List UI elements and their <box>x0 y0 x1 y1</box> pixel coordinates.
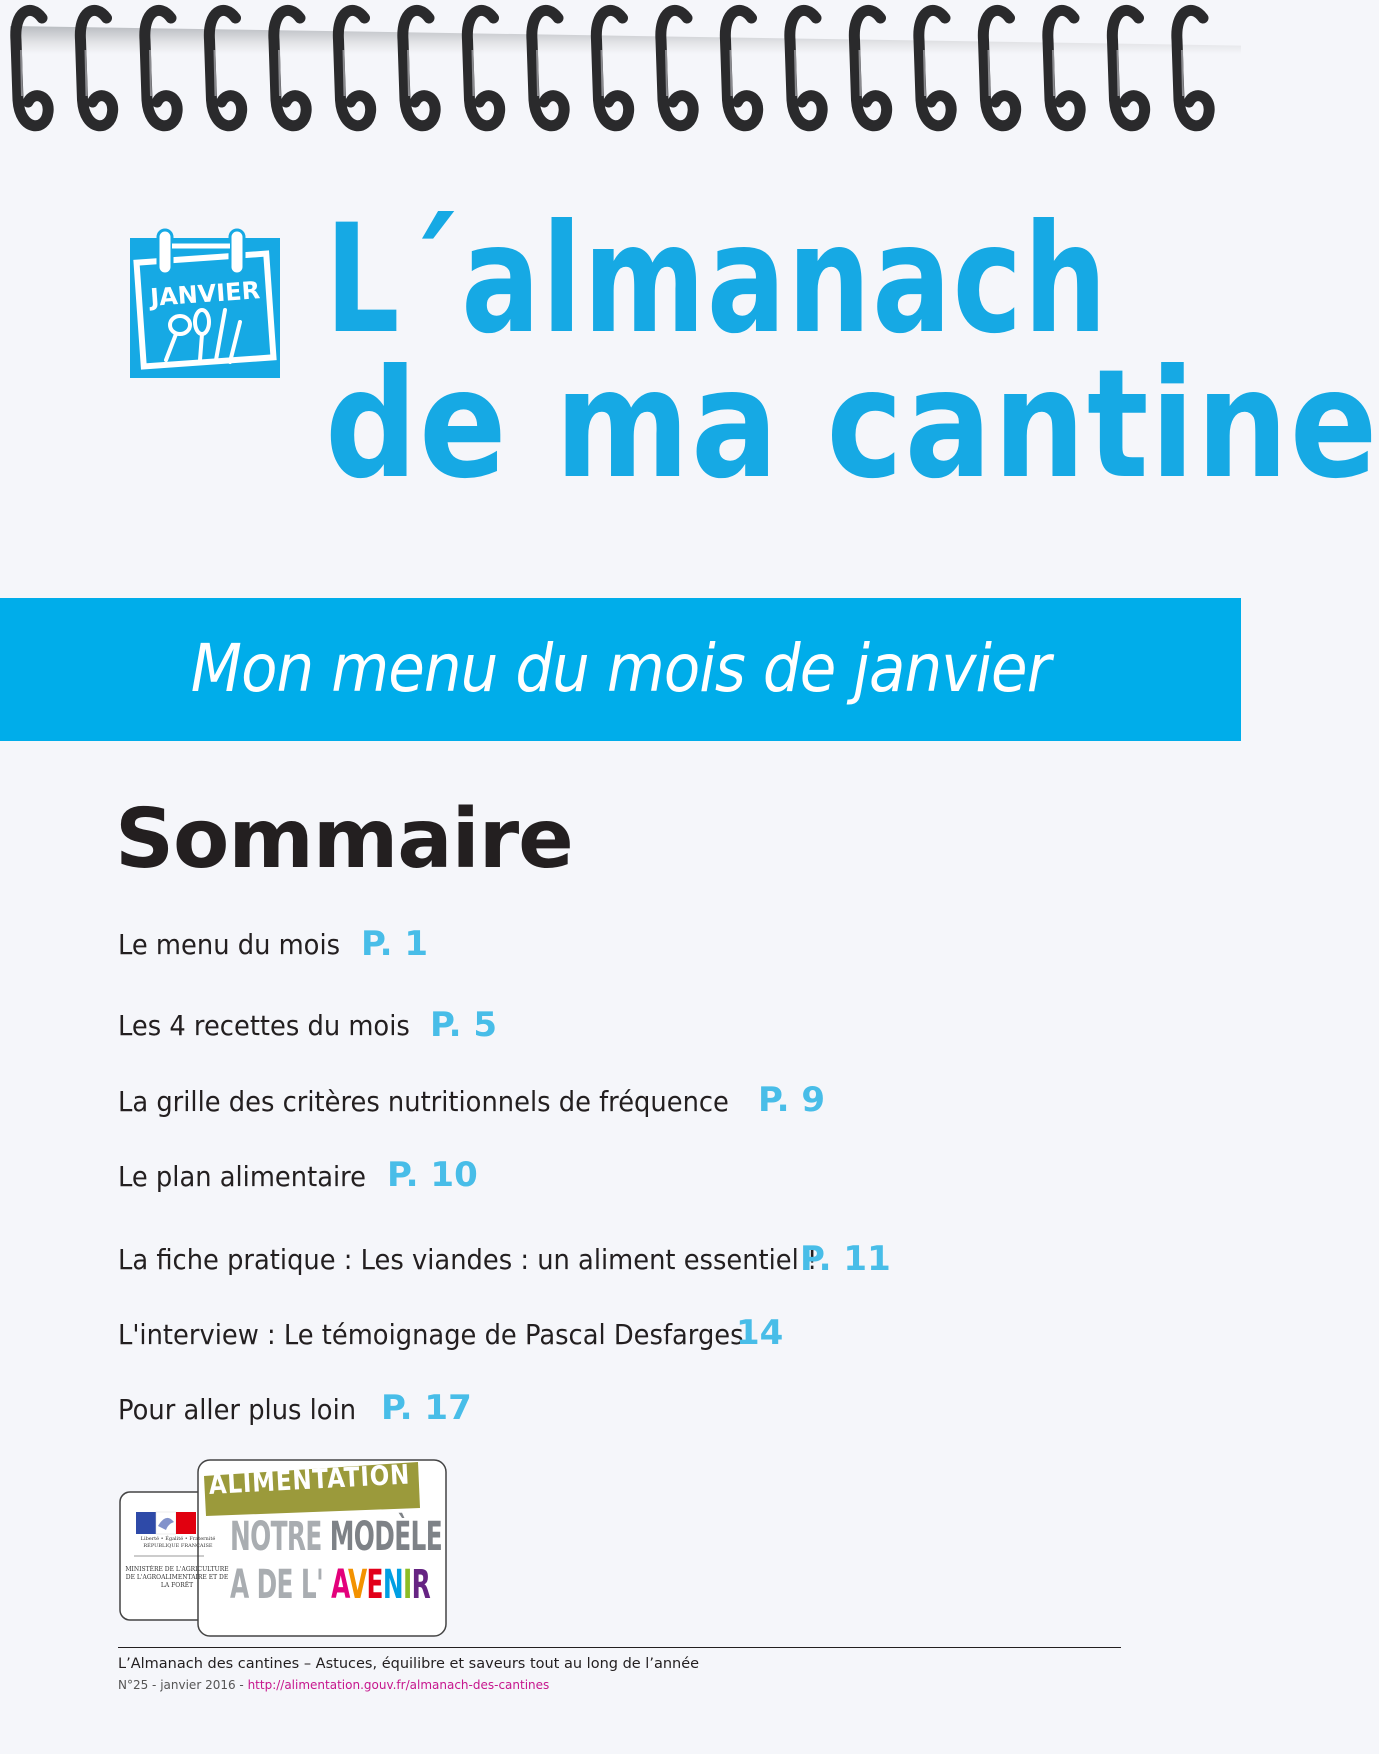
tag-avenir-letter: N <box>382 1562 404 1608</box>
spiral-binding <box>0 0 1241 150</box>
binding-ring <box>16 10 48 125</box>
toc-item-page: P. 5 <box>430 1005 498 1045</box>
toc-item <box>118 1009 435 1042</box>
binding-ring <box>983 10 1015 125</box>
ministry-text: MINISTÈRE DE L'AGRICULTURE DE L'AGROALIMENTAIRE ET DE LA FORÊT <box>125 1566 229 1589</box>
toc-item-label: Les 4 recettes du mois <box>118 1009 410 1042</box>
tag-avenir-letter: A <box>331 1562 348 1608</box>
tag-line-2 <box>230 1514 442 1560</box>
toc-item-label: Le plan alimentaire <box>118 1160 367 1193</box>
toc-item-page: P. 9 <box>758 1080 826 1120</box>
binding-ring <box>1112 10 1144 125</box>
toc-item-label: Pour aller plus loin <box>118 1393 357 1426</box>
republique-text: Liberté • Égalité • Fraternité RÉPUBLIQUE FRANÇAISE <box>140 1536 216 1549</box>
toc-item <box>118 1160 388 1193</box>
toc-item-page: P. 17 <box>381 1388 472 1428</box>
toc-item-page: P. 1 <box>361 924 429 964</box>
tag-avenir <box>331 1562 430 1608</box>
tag-avenir-letter: I <box>403 1562 412 1608</box>
binding-ring <box>1048 10 1080 125</box>
footer-issue <box>118 1678 549 1692</box>
binding-ring <box>854 10 886 125</box>
badge-month-text: JANVIER <box>149 276 261 312</box>
summary-heading: Sommaire <box>115 792 573 887</box>
toc-item <box>118 1318 798 1351</box>
binding-ring <box>467 10 499 125</box>
tag-avenir-letter: E <box>366 1562 383 1608</box>
title-line-1: L´almanach <box>325 193 1109 367</box>
tag-line-3 <box>230 1562 430 1608</box>
toc-item-page: 14 <box>736 1313 784 1353</box>
binding-ring <box>274 10 306 125</box>
toc-item-label: La grille des critères nutritionnels de fréquence <box>118 1085 729 1118</box>
binding-ring <box>919 10 951 125</box>
tag-modele: MODÈLE <box>329 1514 443 1560</box>
binding-ring <box>209 10 241 125</box>
toc-item-label: La fiche pratique : Les viandes : un aliment essentiel ! <box>118 1243 818 1276</box>
tag-notre: NOTRE <box>230 1514 322 1560</box>
toc-item-page: P. 10 <box>387 1155 478 1195</box>
footer-tagline: L’Almanach des cantines – Astuces, équilibre et saveurs tout au long de l’année <box>118 1656 700 1672</box>
toc-item-label: L'interview : Le témoignage de Pascal Desfarges <box>118 1318 744 1351</box>
toc-item <box>118 1085 782 1118</box>
title-line-2: de ma cantine <box>325 338 1379 512</box>
binding-ring <box>403 10 435 125</box>
toc-item-label: Le menu du mois <box>118 928 341 961</box>
binding-ring <box>1177 10 1209 125</box>
tag-a-de-l: A DE L' <box>230 1562 324 1608</box>
binding-ring <box>661 10 693 125</box>
toc-item-page: P. 11 <box>800 1239 891 1279</box>
tag-avenir-letter: R <box>411 1562 431 1608</box>
calendar-badge-logo <box>130 230 280 378</box>
tag-avenir-letter: V <box>347 1562 367 1608</box>
footer-link[interactable]: http://alimentation.gouv.fr/almanach-des-cantines <box>247 1678 550 1692</box>
binding-ring <box>145 10 177 125</box>
footer-issue-text: N°25 - janvier 2016 - <box>118 1678 248 1692</box>
banner-text: Mon menu du mois de janvier <box>190 630 1051 707</box>
binding-ring <box>80 10 112 125</box>
binding-ring <box>596 10 628 125</box>
binding-ring <box>725 10 757 125</box>
toc-item <box>118 1393 377 1426</box>
partner-logos <box>118 1456 448 1640</box>
toc-item <box>118 1243 878 1276</box>
binding-ring <box>532 10 564 125</box>
month-banner <box>0 598 1241 741</box>
tag-alimentation: ALIMENTATION <box>208 1459 411 1501</box>
binding-ring <box>338 10 370 125</box>
footer-divider <box>118 1647 1121 1648</box>
binding-ring <box>790 10 822 125</box>
toc-item <box>118 928 359 961</box>
